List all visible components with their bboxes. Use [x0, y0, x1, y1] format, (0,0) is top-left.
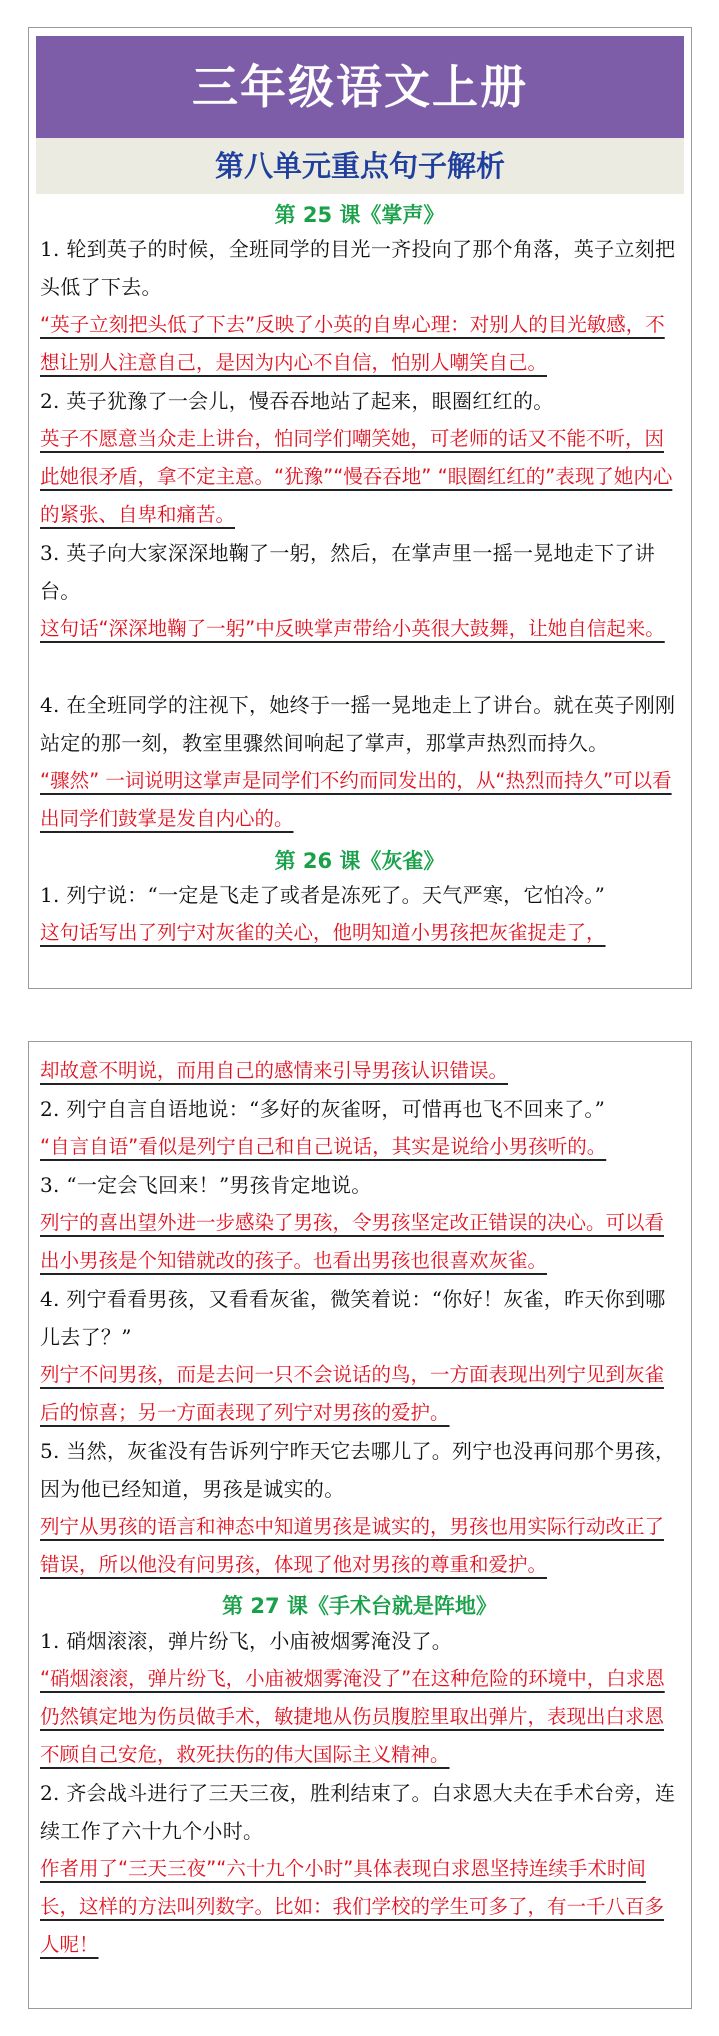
- sentence-original: 3. “一定会飞回来！”男孩肯定地说。: [40, 1173, 372, 1197]
- sentence-original: 1. 硝烟滚滚，弹片纷飞，小庙被烟雾淹没了。: [40, 1629, 453, 1653]
- sentence-analysis: 这句话“深深地鞠了一躬”中反映掌声带给小英很大鼓舞，让她自信起来。: [40, 617, 665, 640]
- sentence-analysis: 作者用了“三天三夜”“六十九个小时”具体表现白求恩坚持连续手术时间长，这样的方法叫列数字。比如：我们学校的学生可多了，有一千八百多人呢！: [40, 1857, 665, 1956]
- sentence-analysis: 英子不愿意当众走上讲台，怕同学们嘲笑她，可老师的话又不能不听，因此她很矛盾，拿不定主意。“犹豫”“慢吞吞地” “眼圈红红的”表现了她内心的紧张、自卑和痛苦。: [40, 427, 673, 526]
- sentence-original: 2. 英子犹豫了一会儿，慢吞吞地站了起来，眼圈红红的。: [40, 389, 554, 413]
- sentence-original: 2. 列宁自言自语地说：“多好的灰雀呀，可惜再也飞不回来了。”: [40, 1097, 606, 1121]
- sentence-original: 4. 在全班同学的注视下，她终于一摇一晃地走上了讲台。就在英子刚刚站定的那一刻，教室里骤然间响起了掌声，那掌声热烈而持久。: [40, 693, 676, 755]
- page-subtitle: 第八单元重点句子解析: [36, 138, 684, 194]
- sentence-original: 3. 英子向大家深深地鞠了一躬，然后，在掌声里一摇一晃地走下了讲台。: [40, 541, 656, 603]
- sentence-analysis: “自言自语”看似是列宁自己和自己说话，其实是说给小男孩听的。: [40, 1135, 607, 1158]
- sentence-analysis: “硝烟滚滚，弹片纷飞，小庙被烟雾淹没了”在这种危险的环境中，白求恩仍然镇定地为伤员做手术，敏捷地从伤员腹腔里取出弹片，表现出白求恩不顾自己安危，救死扶伤的伟大国际主义精神。: [40, 1667, 665, 1766]
- lesson-heading-25: 第 25 课《掌声》: [274, 203, 445, 227]
- sentence-analysis: 这句话写出了列宁对灰雀的关心，他明知道小男孩把灰雀捉走了，: [40, 921, 606, 944]
- sentence-original: 1. 列宁说：“一定是飞走了或者是冻死了。天气严寒，它怕冷。”: [40, 883, 606, 907]
- sentence-analysis: “英子立刻把头低了下去”反映了小英的自卑心理：对别人的目光敏感，不想让别人注意自己，是因为内心不自信，怕别人嘲笑自己。: [40, 313, 665, 374]
- sentence-original: 1. 轮到英子的时候，全班同学的目光一齐投向了那个角落，英子立刻把头低了下去。: [40, 237, 676, 299]
- sentence-analysis: 列宁不问男孩，而是去问一只不会说话的鸟，一方面表现出列宁见到灰雀后的惊喜；另一方面表现了列宁对男孩的爱护。: [40, 1363, 665, 1424]
- sentence-original: 4. 列宁看看男孩，又看看灰雀，微笑着说：“你好！灰雀，昨天你到哪儿去了？”: [40, 1287, 666, 1349]
- sentence-original: 2. 齐会战斗进行了三天三夜，胜利结束了。白求恩大夫在手术台旁，连续工作了六十九个小时。: [40, 1781, 676, 1843]
- lesson-heading-27: 第 27 课《手术台就是阵地》: [222, 1594, 497, 1618]
- sentence-analysis: “骤然” 一词说明这掌声是同学们不约而同发出的，从“热烈而持久”可以看出同学们鼓掌是发自内心的。: [40, 769, 672, 830]
- sentence-analysis: 列宁从男孩的语言和神态中知道男孩是诚实的，男孩也用实际行动改正了错误，所以他没有问男孩，体现了他对男孩的尊重和爱护。: [40, 1515, 665, 1576]
- sentence-analysis: 列宁的喜出望外进一步感染了男孩，令男孩坚定改正错误的决心。可以看出小男孩是个知错就改的孩子。也看出男孩也很喜欢灰雀。: [40, 1211, 665, 1272]
- page-title: 三年级语文上册: [36, 36, 684, 138]
- lesson-heading-26: 第 26 课《灰雀》: [274, 849, 445, 873]
- sentence-original: 5. 当然，灰雀没有告诉列宁昨天它去哪儿了。列宁也没再问那个男孩，因为他已经知道，男孩是诚实的。: [40, 1439, 676, 1501]
- sentence-analysis-continued: 却故意不明说，而用自己的感情来引导男孩认识错误。: [40, 1059, 509, 1082]
